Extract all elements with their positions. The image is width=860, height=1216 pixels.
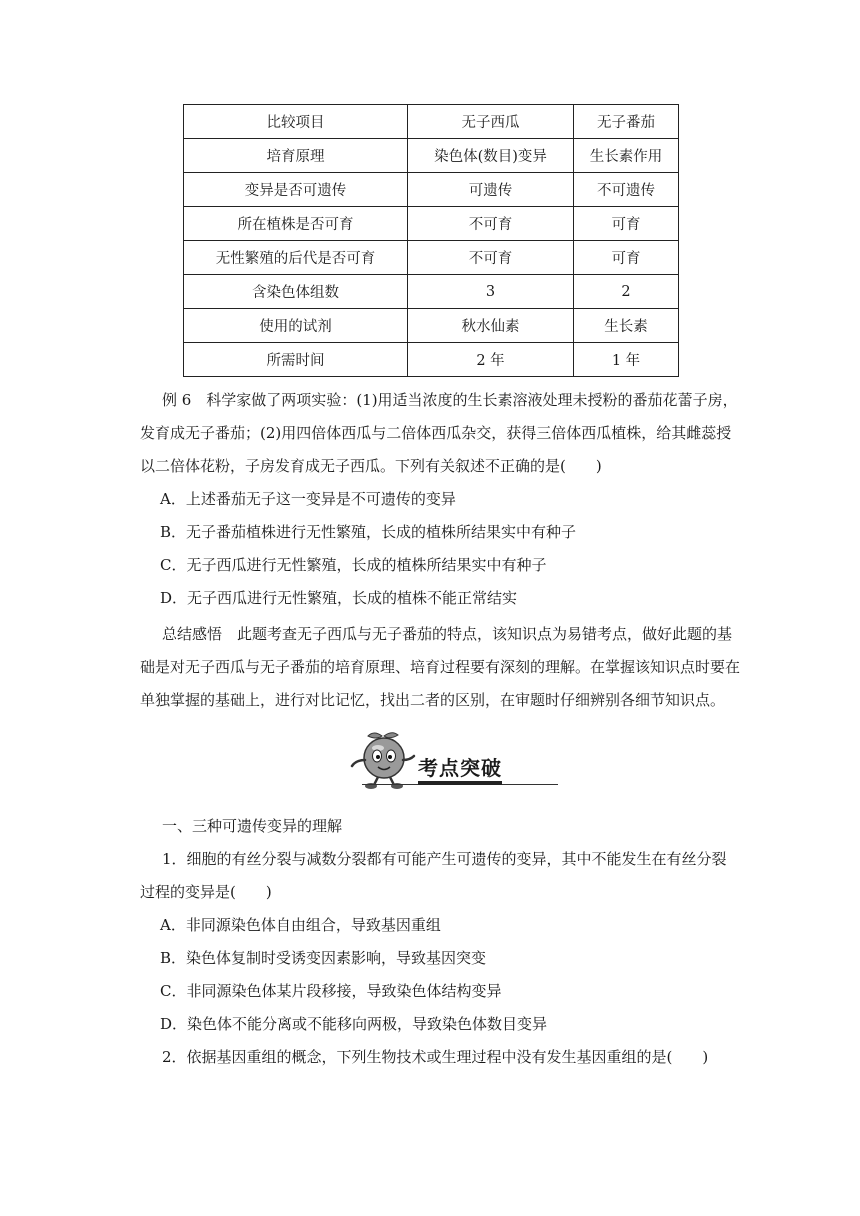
option-d: D．无子西瓜进行无性繁殖，长成的植株不能正常结实 — [160, 589, 518, 607]
table-row — [184, 343, 679, 377]
table-cell: 所需时间 — [184, 343, 408, 377]
question-2-line: 2．依据基因重组的概念，下列生物技术或生理过程中没有发生基因重组的是( ) — [162, 1048, 709, 1066]
comparison-table — [183, 104, 679, 377]
table-cell: 变异是否可遗传 — [184, 173, 408, 207]
q1-option-b: B．染色体复制时受诱变因素影响，导致基因突变 — [160, 949, 487, 967]
q1-option-a: A．非同源染色体自由组合，导致基因重组 — [160, 916, 441, 934]
option-a: A．上述番茄无子这一变异是不可遗传的变异 — [160, 490, 456, 508]
table-cell: 2 — [574, 275, 679, 309]
table-row — [184, 275, 679, 309]
option-b: B．无子番茄植株进行无性繁殖，长成的植株所结果实中有种子 — [160, 523, 577, 541]
badge-underline — [418, 781, 502, 785]
summary-line: 础是对无子西瓜与无子番茄的培育原理、培育过程要有深刻的理解。在掌握该知识点时要在 — [140, 658, 741, 676]
summary-line: 单独掌握的基础上，进行对比记忆，找出二者的区别，在审题时仔细辨别各细节知识点。 — [140, 691, 726, 709]
table-cell: 无子番茄 — [574, 105, 679, 139]
table-cell: 不可育 — [408, 241, 574, 275]
summary-line: 总结感悟 此题考查无子西瓜与无子番茄的特点，该知识点为易错考点，做好此题的基 — [162, 625, 733, 643]
table-cell: 不可遗传 — [574, 173, 679, 207]
table-cell: 培育原理 — [184, 139, 408, 173]
table-cell: 使用的试剂 — [184, 309, 408, 343]
table-cell: 1 年 — [574, 343, 679, 377]
table-row — [184, 139, 679, 173]
table-row — [184, 207, 679, 241]
table-cell: 2 年 — [408, 343, 574, 377]
table-cell: 可遗传 — [408, 173, 574, 207]
q1-option-d: D．染色体不能分离或不能移向两极，导致染色体数目变异 — [160, 1015, 548, 1033]
cartoon-fruit-mascot-icon — [340, 730, 420, 792]
table-cell: 含染色体组数 — [184, 275, 408, 309]
question-1-line: 过程的变异是( ) — [140, 883, 272, 901]
table-row — [184, 309, 679, 343]
table-cell: 所在植株是否可育 — [184, 207, 408, 241]
section-title: 考点突破 — [418, 756, 502, 780]
table-cell: 生长素作用 — [574, 139, 679, 173]
table-cell: 无子西瓜 — [408, 105, 574, 139]
table-cell: 秋水仙素 — [408, 309, 574, 343]
table-cell: 可育 — [574, 207, 679, 241]
section-1 — [140, 810, 740, 1074]
example-6 — [140, 384, 740, 615]
table-cell: 无性繁殖的后代是否可育 — [184, 241, 408, 275]
option-c: C．无子西瓜进行无性繁殖，长成的植株所结果实中有种子 — [160, 556, 547, 574]
table-cell: 比较项目 — [184, 105, 408, 139]
section-badge — [340, 730, 560, 790]
table-cell: 可育 — [574, 241, 679, 275]
summary-paragraph — [140, 618, 740, 717]
example-text-line: 例 6 科学家做了两项实验：(1)用适当浓度的生长素溶液处理未授粉的番茄花蕾子房， — [162, 391, 738, 409]
table-cell: 不可育 — [408, 207, 574, 241]
example-text-line: 发育成无子番茄；(2)用四倍体西瓜与二倍体西瓜杂交，获得三倍体西瓜植株，给其雌蕊授 — [140, 424, 732, 442]
table-cell: 生长素 — [574, 309, 679, 343]
table-row — [184, 241, 679, 275]
table-cell: 3 — [408, 275, 574, 309]
q1-option-c: C．非同源染色体某片段移接，导致染色体结构变异 — [160, 982, 502, 1000]
question-1-line: 1．细胞的有丝分裂与减数分裂都有可能产生可遗传的变异，其中不能发生在有丝分裂 — [162, 850, 727, 868]
section-heading: 一、三种可遗传变异的理解 — [162, 817, 343, 835]
table-row — [184, 105, 679, 139]
table-row — [184, 173, 679, 207]
example-text-line: 以二倍体花粉，子房发育成无子西瓜。下列有关叙述不正确的是( ) — [140, 457, 602, 475]
table-cell: 染色体(数目)变异 — [408, 139, 574, 173]
